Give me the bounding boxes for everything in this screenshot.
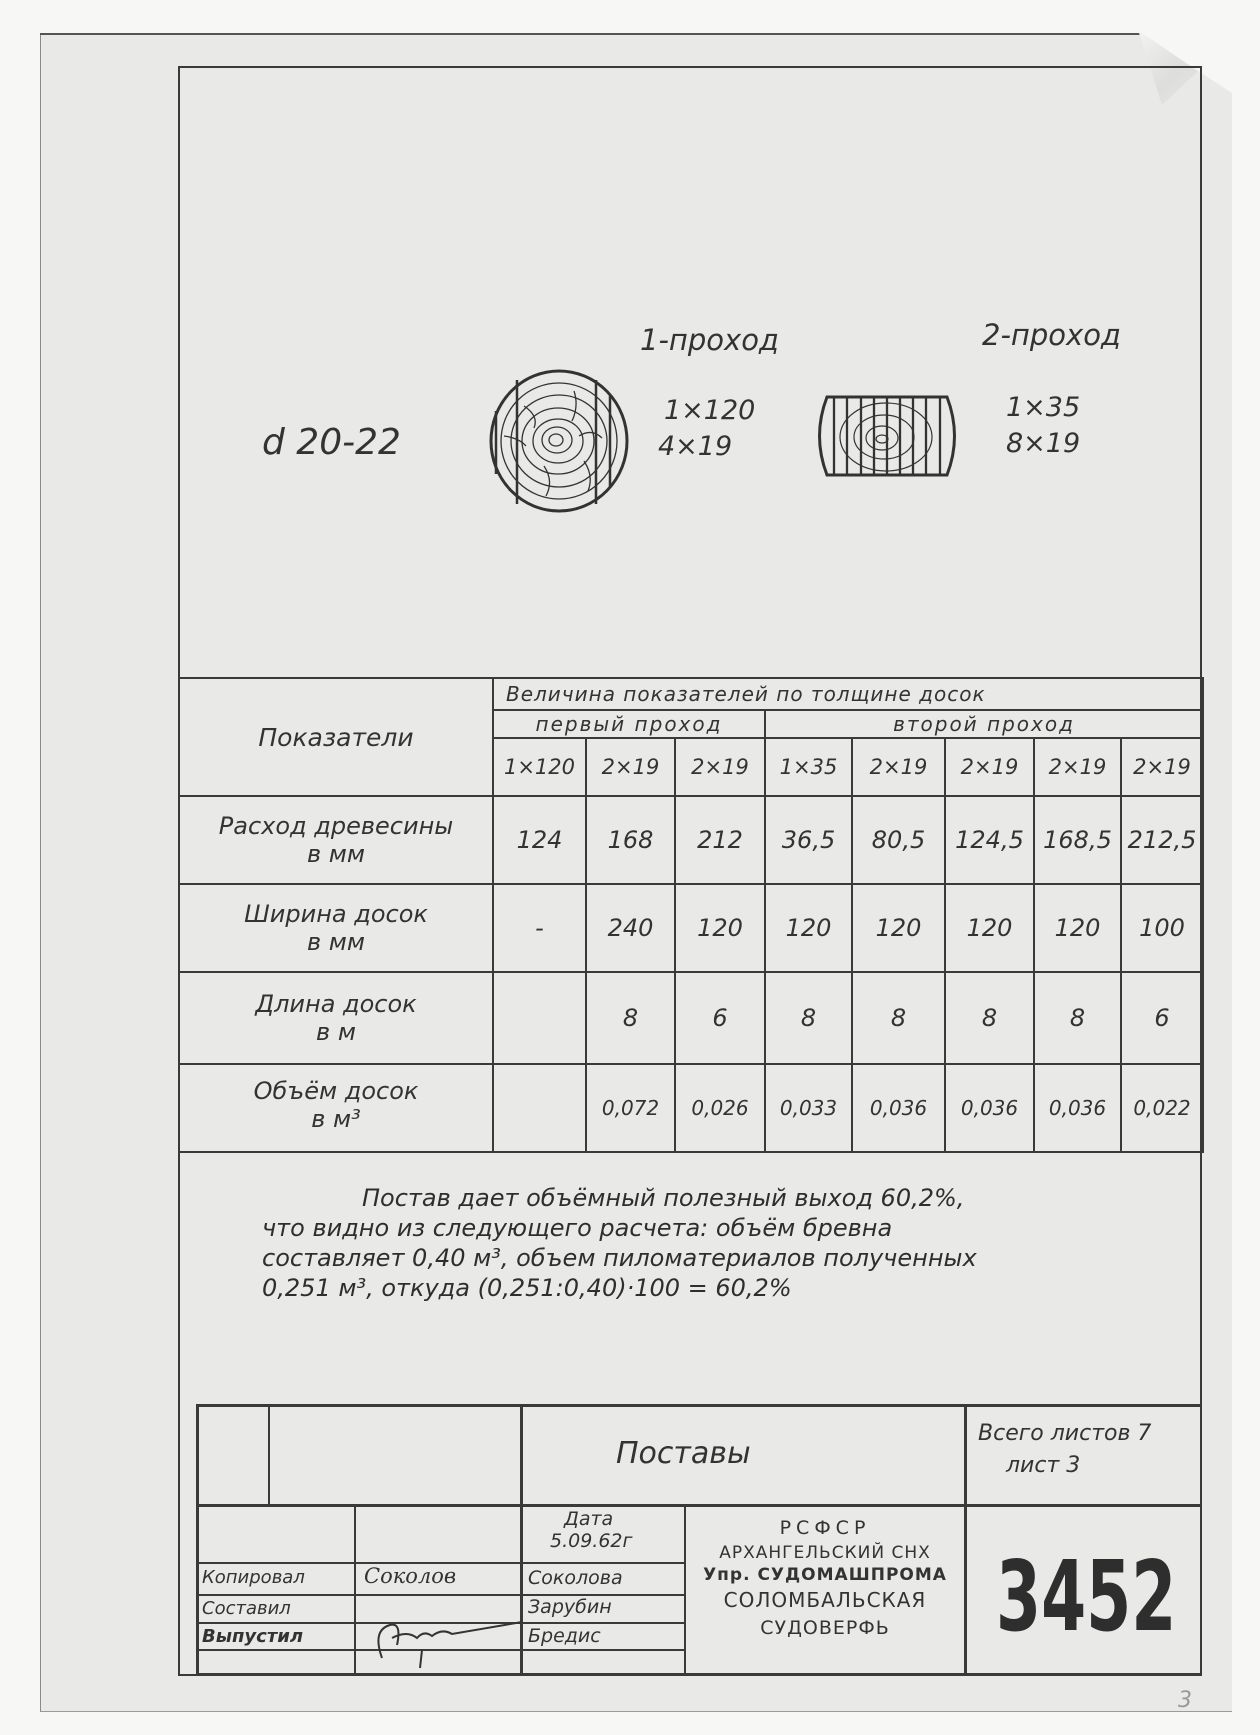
log-pass1-icon (484, 366, 634, 516)
sheet-info (978, 1418, 1151, 1482)
person-name: Соколова (528, 1567, 623, 1589)
table-cell: 124 (493, 796, 586, 884)
pass2-cut: 8×19 (1006, 428, 1081, 459)
date-value: 5.09.62г (550, 1530, 633, 1552)
row-label-text: Объём досок (253, 1077, 419, 1105)
table-cell: - (493, 884, 586, 972)
table-cell: 120 (945, 884, 1034, 972)
log-pass2-icon (812, 393, 962, 479)
title-block (196, 1404, 1202, 1676)
table-cell: 36,5 (765, 796, 852, 884)
org-line: РСФСР (779, 1517, 871, 1539)
column-header: 2×19 (1034, 738, 1121, 796)
pass2-title: 2-проход (982, 318, 1121, 352)
first-pass-header: первый проход (493, 710, 765, 738)
table-row (179, 972, 1203, 1064)
note-line: Постав дает объёмный полезный выход 60,2%, (362, 1184, 965, 1212)
date-label: Дата (564, 1508, 614, 1530)
column-header: 1×120 (493, 738, 586, 796)
table-cell: 240 (586, 884, 675, 972)
table-cell: 168,5 (1034, 796, 1121, 884)
table-cell: 80,5 (852, 796, 945, 884)
row-label-text: Ширина досок (244, 900, 428, 928)
table-cell: 120 (1034, 884, 1121, 972)
organization-block (686, 1514, 964, 1642)
table-cell: 0,072 (586, 1064, 675, 1152)
stamp-divider (964, 1404, 967, 1676)
table-row (179, 1064, 1203, 1152)
group-header: Величина показателей по толщине досок (493, 678, 1203, 710)
column-header: 2×19 (852, 738, 945, 796)
table-cell: 8 (1034, 972, 1121, 1064)
note-line: что видно из следующего расчета: объём бревна (262, 1214, 893, 1242)
table-row (179, 796, 1203, 884)
calculation-note (262, 1183, 1162, 1303)
column-header: 2×19 (1121, 738, 1203, 796)
note-line: 0,251 м³, откуда (0,251:0,40)·100 = 60,2% (262, 1274, 792, 1302)
indicators-header: Показатели (179, 678, 493, 796)
table-cell: 120 (852, 884, 945, 972)
person-name: Зарубин (528, 1596, 612, 1618)
table-cell: 0,036 (1034, 1064, 1121, 1152)
table-cell: 120 (675, 884, 765, 972)
role-label: Копировал (202, 1567, 305, 1588)
table-cell: 0,022 (1121, 1064, 1203, 1152)
row-label (179, 796, 493, 884)
table-cell: 8 (945, 972, 1034, 1064)
org-line: СОЛОМБАЛЬСКАЯ (723, 1588, 927, 1612)
stamp-divider (196, 1504, 1202, 1507)
row-label-text: Расход древесины (218, 812, 454, 840)
pass1-title: 1-проход (640, 323, 779, 357)
table-cell: 212 (675, 796, 765, 884)
page-mark: 3 (1178, 1688, 1192, 1713)
table-cell: 100 (1121, 884, 1203, 972)
pass2-cuts (1006, 390, 1080, 462)
sheet-number: лист 3 (1006, 1453, 1081, 1478)
note-line: составляет 0,40 м³, объем пиломатериалов полученных (262, 1244, 977, 1272)
person-name: Бредис (528, 1625, 601, 1647)
table-cell: 6 (1121, 972, 1203, 1064)
signature-bredis-icon (362, 1600, 532, 1670)
stamp-border (196, 1404, 1202, 1407)
table-cell (493, 1064, 586, 1152)
row-unit: в мм (307, 928, 365, 956)
document-number: 3452 (996, 1539, 1177, 1653)
stamp-border (196, 1404, 199, 1676)
column-header: 1×35 (765, 738, 852, 796)
column-header: 2×19 (675, 738, 765, 796)
pass1-cut: 1×120 (664, 395, 756, 426)
date-block (550, 1508, 633, 1552)
pass1-cuts (658, 393, 756, 465)
row-label (179, 972, 493, 1064)
row-label-text: Длина досок (255, 990, 417, 1018)
table-cell (493, 972, 586, 1064)
row-unit: в м³ (311, 1105, 361, 1133)
pass1-cut: 4×19 (658, 431, 733, 462)
table-cell: 0,033 (765, 1064, 852, 1152)
table-cell: 0,036 (945, 1064, 1034, 1152)
table-cell: 6 (675, 972, 765, 1064)
table-cell: 8 (852, 972, 945, 1064)
row-unit: в мм (307, 840, 365, 868)
role-label: Составил (202, 1598, 291, 1619)
second-pass-header: второй проход (765, 710, 1203, 738)
signature: Соколов (364, 1564, 457, 1588)
column-header: 2×19 (586, 738, 675, 796)
table-cell: 124,5 (945, 796, 1034, 884)
document-title: Поставы (616, 1436, 751, 1471)
stamp-divider (268, 1404, 270, 1504)
column-header: 2×19 (945, 738, 1034, 796)
row-label (179, 1064, 493, 1152)
indicators-table (178, 677, 1204, 1153)
sheets-total: Всего листов 7 (978, 1421, 1152, 1446)
paper-edge (40, 33, 1140, 35)
row-unit: в м (316, 1018, 356, 1046)
pass2-cut: 1×35 (1006, 392, 1081, 423)
role-label: Выпустил (202, 1626, 304, 1647)
table-cell: 212,5 (1121, 796, 1203, 884)
row-label (179, 884, 493, 972)
table-cell: 120 (765, 884, 852, 972)
table-cell: 0,036 (852, 1064, 945, 1152)
org-line: АРХАНГЕЛЬСКИЙ СНХ (719, 1543, 931, 1563)
org-line: СУДОВЕРФЬ (760, 1617, 890, 1639)
stamp-border (196, 1673, 1202, 1676)
table-row (179, 884, 1203, 972)
table-cell: 8 (765, 972, 852, 1064)
table-cell: 168 (586, 796, 675, 884)
org-line: Упр. СУДОМАШПРОМА (703, 1565, 947, 1585)
table-cell: 0,026 (675, 1064, 765, 1152)
diameter-label: d 20-22 (262, 422, 401, 463)
table-cell: 8 (586, 972, 675, 1064)
